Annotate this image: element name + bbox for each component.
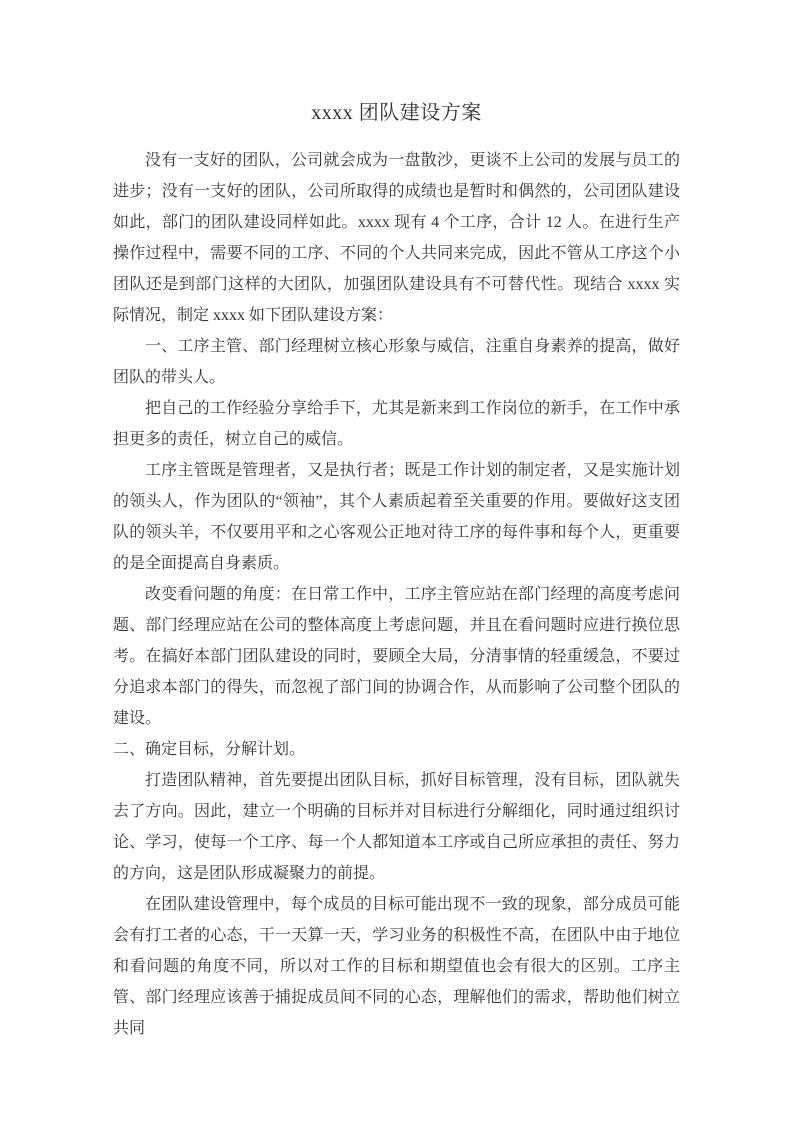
section-heading: 二、确定目标，分解计划。 [113,741,306,758]
paragraph: 没有一支好的团队，公司就会成为一盘散沙，更谈不上公司的发展与员工的进步；没有一支好的团队，公司所取得的成绩也是暂时和偶然的，公司团队建设如此，部门的团队建设同样如此。xxxx 现有 4 个工序，合计 12 人。在进行生产操作过程中，需要不同的工序、不同的个人共同来完成，因此不管从工序这个小团队还是到部门这样的大团队，加强团队建设具有不可替代性。现结合 xxxx 实际情况，制定 xxxx 如下团队建设方案： [113,152,680,324]
paragraph: 改变看问题的角度：在日常工作中，工序主管应站在部门经理的高度考虑问题、部门经理应站在公司的整体高度上考虑问题，并且在看问题时应进行换位思考。在搞好本部门团队建设的同时，要顾全大局，分清事情的轻重缓急，不要过分追求本部门的得失，而忽视了部门间的协调合作，从而影响了公司整个团队的建设。 [113,586,680,727]
document-title: xxxx 团队建设方案 [311,102,482,124]
paragraph: 一、工序主管、部门经理树立核心形象与威信，注重自身素养的提高，做好团队的带头人。 [113,338,680,386]
paragraph: 在团队建设管理中，每个成员的目标可能出现不一致的现象，部分成员可能会有打工者的心态，干一天算一天，学习业务的积极性不高，在团队中由于地位和看问题的角度不同，所以对工作的目标和期望值也会有很大的区别。工序主管、部门经理应该善于捕捉成员间不同的心态，理解他们的需求，帮助他们树立共同 [113,896,680,1037]
document-body [113,145,680,1044]
paragraph: 打造团队精神，首先要提出团队目标，抓好目标管理，没有目标，团队就失去了方向。因此，建立一个明确的目标并对目标进行分解细化，同时通过组织讨论、学习，使每一个工序、每一个人都知道本工序或自己所应承担的责任、努力的方向，这是团队形成凝聚力的前提。 [113,772,680,882]
paragraph: 工序主管既是管理者，又是执行者；既是工作计划的制定者，又是实施计划的领头人，作为团队的“领袖”，其个人素质起着至关重要的作用。要做好这支团队的领头羊，不仅要用平和之心客观公正地对待工序的每件事和每个人，更重要的是全面提高自身素质。 [113,462,680,572]
paragraph: 把自己的工作经验分享给手下，尤其是新来到工作岗位的新手，在工作中承担更多的责任，树立自己的威信。 [113,400,680,448]
